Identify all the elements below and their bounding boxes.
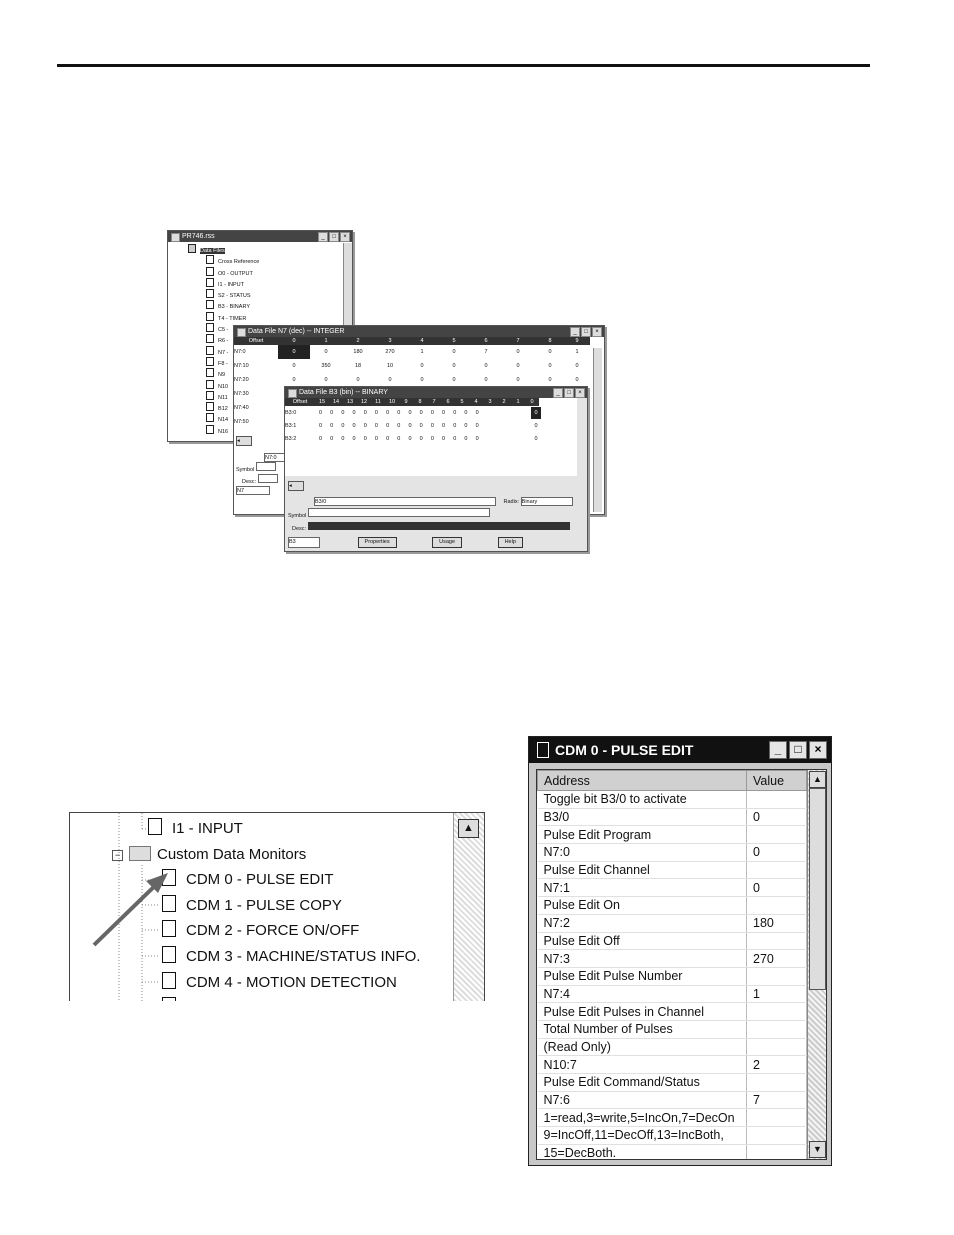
binary-bits[interactable]: 0 0 0 0 0 0 0 0 0 0 0 0 0 0 0 xyxy=(319,436,482,442)
cdm-row xyxy=(538,950,807,968)
symbol-field[interactable] xyxy=(308,508,490,517)
integer-header-cell: 5 xyxy=(452,338,456,344)
integer-cell[interactable]: 180 xyxy=(353,349,363,355)
integer-cell[interactable]: 0 xyxy=(452,377,456,383)
tree-item-label: Custom Data Monitors xyxy=(157,846,307,863)
integer-cell[interactable]: 0 xyxy=(575,377,579,383)
integer-header-cell: 6 xyxy=(484,338,488,344)
binary-row-offset: B3:2 xyxy=(285,436,297,442)
binary-bit-0[interactable]: 0 xyxy=(534,436,538,442)
cdm-row xyxy=(538,791,807,809)
document-icon xyxy=(206,289,214,298)
cdm-pulse-edit-window[interactable] xyxy=(528,736,832,1166)
tree-window-item-label: B12 xyxy=(218,406,228,413)
integer-cell[interactable]: 0 xyxy=(292,363,296,369)
symbol-label: Symbol xyxy=(288,513,307,519)
integer-cell[interactable]: 0 xyxy=(324,377,328,383)
cdm-row xyxy=(538,861,807,879)
cdm-scrollbar[interactable] xyxy=(807,770,826,1159)
cdm-grid xyxy=(536,769,827,1160)
value-column-header[interactable]: Value xyxy=(747,771,807,791)
tree-window-item[interactable] xyxy=(206,278,352,289)
cdm-value-cell[interactable]: 1 xyxy=(747,985,807,1003)
tree-window-item-label: C5 - xyxy=(218,327,229,334)
tree-window-item-label: N16 xyxy=(218,428,229,435)
tree-window-item-label: I1 - INPUT xyxy=(218,281,244,288)
binary-row xyxy=(285,433,577,445)
integer-cell[interactable]: 0 xyxy=(548,377,552,383)
tree-item-input[interactable] xyxy=(148,817,243,841)
binary-header-cell: 0 xyxy=(530,399,534,405)
tree-item-cdm-4[interactable] xyxy=(162,971,397,995)
integer-cell[interactable]: 0 xyxy=(516,349,520,355)
address-column-header[interactable]: Address xyxy=(538,771,747,791)
binary-titlebar[interactable] xyxy=(285,387,587,398)
scroll-up-icon[interactable]: ▲ xyxy=(809,771,826,788)
close-icon[interactable]: × xyxy=(809,741,827,759)
document-icon xyxy=(206,267,214,276)
cdm-address-cell: N7:3 xyxy=(538,950,747,968)
app-icon xyxy=(171,233,180,242)
custom-data-monitor-tree xyxy=(69,812,485,1001)
cdm-value-cell[interactable] xyxy=(747,1020,807,1038)
cdm-row xyxy=(538,1127,807,1145)
document-icon xyxy=(206,334,214,343)
integer-cell[interactable]: 0 xyxy=(292,377,296,383)
document-icon xyxy=(206,300,214,309)
tree-item-label: CDM 2 - FORCE ON/OFF xyxy=(186,922,360,939)
tree-item-label: CDM 3 - MACHINE/STATUS INFO. xyxy=(186,948,421,965)
tree-window-item-label: Data Files xyxy=(200,248,225,254)
binary-bits[interactable]: 0 0 0 0 0 0 0 0 0 0 0 0 0 0 0 xyxy=(319,410,482,416)
integer-cell[interactable]: 0 xyxy=(516,377,520,383)
cdm-value-cell[interactable]: 0 xyxy=(747,879,807,897)
binary-bits[interactable]: 0 0 0 0 0 0 0 0 0 0 0 0 0 0 0 xyxy=(319,423,482,429)
folder-icon xyxy=(129,846,151,861)
document-icon xyxy=(206,380,214,389)
tree-item-label: I1 - INPUT xyxy=(172,820,243,837)
properties-button[interactable]: Properties xyxy=(358,537,397,548)
window-title: PR746.rss xyxy=(182,233,215,240)
integer-cell[interactable]: 0 xyxy=(278,345,310,359)
scroll-left-icon[interactable]: ◂ xyxy=(236,436,252,446)
cdm-value-cell[interactable]: 2 xyxy=(747,1056,807,1074)
cdm-value-cell[interactable] xyxy=(747,826,807,844)
tree-window-item-label: S2 - STATUS xyxy=(218,293,251,300)
tree-window-item-label: N9 xyxy=(218,372,226,379)
document-icon xyxy=(206,346,214,355)
integer-cell[interactable]: 0 xyxy=(452,349,456,355)
tree-window-item-label: B3 - BINARY xyxy=(218,304,250,311)
integer-header-cell: 7 xyxy=(516,338,520,344)
cdm-address-cell: Pulse Edit On xyxy=(538,897,747,915)
tree-window-item[interactable] xyxy=(206,300,352,311)
maximize-icon[interactable]: □ xyxy=(789,741,807,759)
close-icon[interactable]: × xyxy=(592,327,602,337)
cdm-value-cell[interactable]: 7 xyxy=(747,1091,807,1109)
binary-header-cell: 11 xyxy=(375,399,381,405)
scroll-down-icon[interactable]: ▼ xyxy=(809,1141,826,1158)
tree-window-item-label: N10 xyxy=(218,383,229,390)
tree-window-item-label: Cross Reference xyxy=(218,259,260,266)
binary-header-cell: 9 xyxy=(404,399,408,405)
tree-window-item-label: N7 - xyxy=(218,349,229,356)
cdm-row xyxy=(538,1144,807,1160)
integer-cell[interactable]: 10 xyxy=(386,363,394,369)
tree-window-item[interactable] xyxy=(206,289,352,300)
cdm-value-cell[interactable] xyxy=(747,1003,807,1021)
header-rule xyxy=(57,64,870,67)
integer-header-cell: 4 xyxy=(420,338,424,344)
help-button[interactable]: Help xyxy=(498,537,523,548)
cdm-address-cell: N7:0 xyxy=(538,844,747,862)
document-icon xyxy=(206,312,214,321)
binary-header-cell: 6 xyxy=(446,399,450,405)
integer-cell[interactable]: 0 xyxy=(484,363,488,369)
integer-cell[interactable]: 0 xyxy=(420,363,424,369)
pointer-arrow-icon xyxy=(88,869,208,969)
binary-bit-0[interactable]: 0 xyxy=(531,407,541,419)
integer-cell[interactable]: 350 xyxy=(321,363,331,369)
scroll-thumb[interactable] xyxy=(809,788,826,990)
integer-titlebar[interactable] xyxy=(234,326,604,337)
integer-cell[interactable]: 0 xyxy=(516,363,520,369)
cdm-row xyxy=(538,914,807,932)
close-icon[interactable]: × xyxy=(575,388,585,398)
scroll-left-icon[interactable]: ◂ xyxy=(288,481,304,491)
cdm-value-cell[interactable]: 180 xyxy=(747,914,807,932)
cdm-value-cell[interactable] xyxy=(747,1038,807,1056)
binary-data-window[interactable] xyxy=(284,386,588,552)
cdm-address-cell: Pulse Edit Pulses in Channel xyxy=(538,1003,747,1021)
cdm-address-cell: N7:4 xyxy=(538,985,747,1003)
document-icon xyxy=(206,278,214,287)
cdm-row xyxy=(538,1003,807,1021)
cdm-titlebar[interactable] xyxy=(529,737,831,763)
cdm-row xyxy=(538,879,807,897)
minimize-icon[interactable]: _ xyxy=(570,327,580,337)
document-icon xyxy=(206,391,214,400)
tree-window-item[interactable] xyxy=(206,312,352,323)
binary-header-cell: Offset xyxy=(292,399,308,405)
file-icon xyxy=(237,328,246,337)
cdm-address-cell: (Read Only) xyxy=(538,1038,747,1056)
integer-cell[interactable]: 0 xyxy=(548,363,552,369)
cdm-address-cell: Pulse Edit Channel xyxy=(538,861,747,879)
integer-row-offset: N7:20 xyxy=(234,377,249,383)
minimize-icon[interactable]: _ xyxy=(553,388,563,398)
window-title: Data File B3 (bin) -- BINARY xyxy=(299,389,388,396)
close-icon[interactable]: × xyxy=(340,232,350,242)
cdm-value-cell[interactable] xyxy=(747,1109,807,1127)
cdm-value-cell[interactable] xyxy=(747,932,807,950)
cdm-row xyxy=(538,826,807,844)
integer-address-field[interactable]: N7:0 xyxy=(264,453,286,462)
file-icon xyxy=(288,389,297,398)
cdm-address-cell: Toggle bit B3/0 to activate xyxy=(538,791,747,809)
cdm-value-cell[interactable]: 0 xyxy=(747,808,807,826)
integer-row xyxy=(234,373,590,387)
cdm-value-cell[interactable] xyxy=(747,791,807,809)
tree-item-label: CDM 4 - MOTION DETECTION xyxy=(186,974,397,991)
document-icon xyxy=(162,972,176,989)
cdm-value-cell[interactable]: 270 xyxy=(747,950,807,968)
binary-bit-0[interactable]: 0 xyxy=(534,423,538,429)
integer-cell[interactable]: 1 xyxy=(575,349,579,355)
binary-grid-header xyxy=(285,398,539,406)
binary-row xyxy=(285,420,577,432)
integer-row-offset: N7:30 xyxy=(234,391,249,397)
symbol-label: Symbol xyxy=(236,467,255,473)
cdm-row xyxy=(538,1109,807,1127)
integer-cell[interactable]: 0 xyxy=(548,349,552,355)
integer-cell[interactable]: 0 xyxy=(356,377,360,383)
desc-label: Desc: xyxy=(292,526,307,532)
radix-select[interactable]: Binary xyxy=(521,497,573,506)
binary-header-cell: 15 xyxy=(318,399,326,405)
binary-grid xyxy=(285,398,577,476)
cdm-address-cell: B3/0 xyxy=(538,808,747,826)
integer-header-cell: 2 xyxy=(356,338,360,344)
cdm-address-cell: N7:6 xyxy=(538,1091,747,1109)
project-tree-titlebar[interactable] xyxy=(168,231,352,242)
binary-header-cell: 1 xyxy=(516,399,520,405)
document-icon xyxy=(206,255,214,264)
document-icon xyxy=(206,413,214,422)
integer-cell[interactable]: 270 xyxy=(385,349,395,355)
cdm-row xyxy=(538,1038,807,1056)
minimize-icon[interactable]: _ xyxy=(769,741,787,759)
cdm-value-cell[interactable]: 0 xyxy=(747,844,807,862)
integer-header-cell: 0 xyxy=(292,338,296,344)
integer-cell[interactable]: 0 xyxy=(452,363,456,369)
integer-address-area xyxy=(236,453,286,495)
integer-grid-header xyxy=(234,337,590,345)
tree-window-item[interactable] xyxy=(206,267,352,278)
binary-header-cell: 13 xyxy=(346,399,354,405)
integer-row-offset: N7:0 xyxy=(234,349,246,355)
integer-cell[interactable]: 0 xyxy=(484,377,488,383)
cdm-address-cell: Pulse Edit Command/Status xyxy=(538,1074,747,1092)
cdm-address-cell: Total Number of Pulses xyxy=(538,1020,747,1038)
integer-header-cell: 1 xyxy=(324,338,328,344)
binary-row-offset: B3:0 xyxy=(285,410,297,416)
cdm-row xyxy=(538,1074,807,1092)
document-icon xyxy=(206,323,214,332)
tree-window-item-label: N14 xyxy=(218,417,229,424)
binary-header-cell: 14 xyxy=(332,399,340,405)
cdm-address-cell: Pulse Edit Pulse Number xyxy=(538,967,747,985)
integer-cell[interactable]: 18 xyxy=(354,363,362,369)
integer-scrollbar[interactable] xyxy=(593,348,602,512)
document-icon xyxy=(206,402,214,411)
integer-row-offset: N7:50 xyxy=(234,419,249,425)
cdm-address-cell: 15=DecBoth. xyxy=(538,1144,747,1160)
tree-item-label: CDM 1 - PULSE COPY xyxy=(186,897,342,914)
binary-header-cell: 12 xyxy=(360,399,368,405)
cdm-value-cell[interactable] xyxy=(747,1144,807,1160)
cdm-address-cell: Pulse Edit Program xyxy=(538,826,747,844)
cdm-row xyxy=(538,1091,807,1109)
desc-label: Desc: xyxy=(242,479,257,485)
integer-cell[interactable]: 0 xyxy=(420,377,424,383)
cdm-address-cell: 9=IncOff,11=DecOff,13=IncBoth, xyxy=(538,1127,747,1145)
integer-header-cell: 3 xyxy=(388,338,392,344)
integer-row xyxy=(234,359,590,373)
cdm-value-cell[interactable] xyxy=(747,1127,807,1145)
binary-controls xyxy=(288,481,582,548)
cdm-value-cell[interactable] xyxy=(747,861,807,879)
cdm-value-cell[interactable] xyxy=(747,967,807,985)
integer-cell[interactable]: 0 xyxy=(388,377,392,383)
window-title: CDM 0 - PULSE EDIT xyxy=(555,742,694,758)
cdm-row xyxy=(538,967,807,985)
cdm-row xyxy=(538,1056,807,1074)
cdm-row xyxy=(538,808,807,826)
integer-bottom-pane xyxy=(236,436,252,446)
integer-cell[interactable]: 0 xyxy=(324,349,328,355)
cdm-address-cell: N7:1 xyxy=(538,879,747,897)
document-icon xyxy=(206,425,214,434)
maximize-icon[interactable]: □ xyxy=(564,388,574,398)
tree-item-label: CDM 0 - PULSE EDIT xyxy=(186,871,334,888)
file-select[interactable]: N7 xyxy=(236,486,270,495)
integer-cell[interactable]: 1 xyxy=(420,349,424,355)
cdm-address-cell: 1=read,3=write,5=IncOn,7=DecOn xyxy=(538,1109,747,1127)
binary-header-cell: 2 xyxy=(502,399,506,405)
file-select[interactable]: B3 xyxy=(288,537,320,548)
cdm-row xyxy=(538,897,807,915)
document-icon xyxy=(206,368,214,377)
integer-header-cell: 8 xyxy=(548,338,552,344)
cdm-address-cell: Pulse Edit Off xyxy=(538,932,747,950)
desc-field[interactable] xyxy=(308,522,570,530)
integer-cell[interactable]: 7 xyxy=(484,349,488,355)
collapse-icon[interactable]: − xyxy=(112,850,123,861)
cdm-row xyxy=(538,932,807,950)
cdm-value-cell[interactable] xyxy=(747,897,807,915)
radix-label: Radix: xyxy=(503,499,520,505)
binary-row xyxy=(285,407,577,419)
cdm-row xyxy=(538,844,807,862)
binary-header-cell: 8 xyxy=(418,399,422,405)
document-icon xyxy=(537,742,549,758)
symbol-field[interactable] xyxy=(256,462,276,471)
maximize-icon[interactable]: □ xyxy=(581,327,591,337)
binary-header-cell: 5 xyxy=(460,399,464,405)
desc-field[interactable] xyxy=(258,474,278,483)
tree-scrollbar[interactable] xyxy=(453,813,484,1001)
tree-window-item-label: N11 xyxy=(218,394,228,401)
binary-header-cell: 10 xyxy=(388,399,396,405)
integer-row-offset: N7:40 xyxy=(234,405,249,411)
tree-window-item-label: R6 - xyxy=(218,338,229,345)
binary-header-cell: 3 xyxy=(488,399,492,405)
tree-window-item-label: F8 - xyxy=(218,360,228,367)
cdm-row xyxy=(538,1020,807,1038)
document-icon xyxy=(148,818,162,835)
tree-window-item[interactable] xyxy=(188,244,352,255)
folder-icon xyxy=(188,244,196,253)
document-icon xyxy=(206,357,214,366)
tree-window-item[interactable] xyxy=(206,255,352,266)
scroll-up-icon[interactable]: ▲ xyxy=(458,819,479,838)
tree-item-partial xyxy=(162,996,186,1001)
tree-item-custom-data-monitors[interactable] xyxy=(112,843,306,867)
cdm-address-cell: N10:7 xyxy=(538,1056,747,1074)
tree-window-item-label: O0 - OUTPUT xyxy=(218,270,253,277)
tree-window-item-label: T4 - TIMER xyxy=(218,315,247,322)
document-icon xyxy=(162,997,176,1001)
usage-button[interactable]: Usage xyxy=(432,537,462,548)
integer-cell[interactable]: 0 xyxy=(575,363,579,369)
integer-row-offset: N7:10 xyxy=(234,363,249,369)
cdm-row xyxy=(538,985,807,1003)
integer-header-cell: 9 xyxy=(575,338,579,344)
minimize-icon[interactable]: _ xyxy=(318,232,328,242)
cdm-address-cell: N7:2 xyxy=(538,914,747,932)
binary-header-cell: 4 xyxy=(474,399,478,405)
binary-address-field[interactable]: B3/0 xyxy=(314,497,496,506)
binary-row-offset: B3:1 xyxy=(285,423,297,429)
cdm-value-cell[interactable] xyxy=(747,1074,807,1092)
binary-header-cell: 7 xyxy=(432,399,436,405)
window-title: Data File N7 (dec) -- INTEGER xyxy=(248,328,345,335)
integer-row xyxy=(234,345,590,359)
maximize-icon[interactable]: □ xyxy=(329,232,339,242)
integer-header-cell: Offset xyxy=(248,338,264,344)
